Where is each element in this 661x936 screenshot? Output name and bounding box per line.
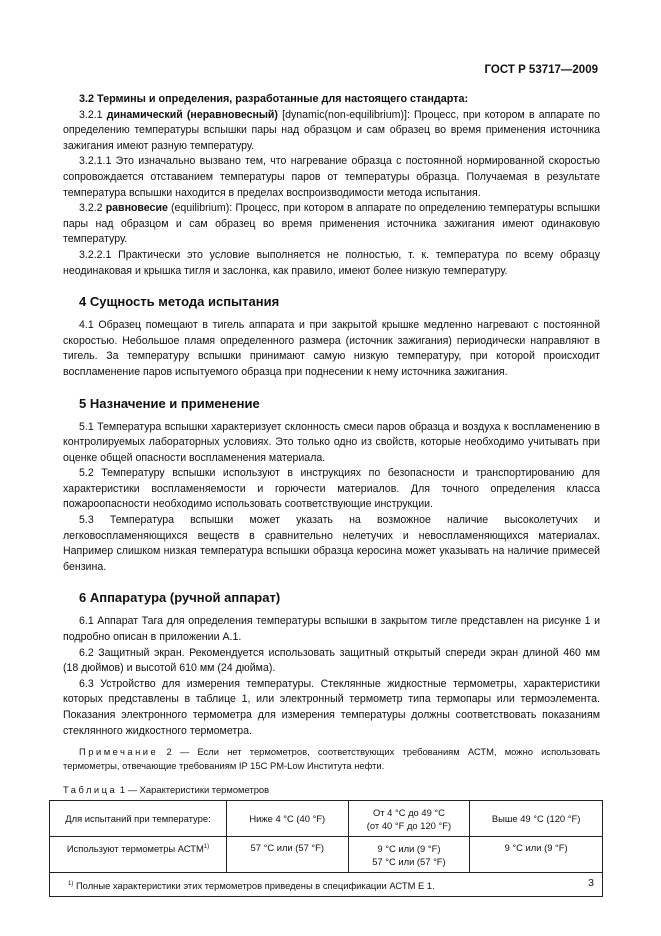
thermometer-table: [49, 800, 603, 897]
table-cell: Ниже 4 °С (40 °F): [226, 801, 348, 837]
paragraph: 6.1 Аппарат Тага для определения температуры вспышки в закрытом тигле представлен на рисунке 1 и подробно описан в приложении А.1.: [63, 615, 600, 644]
section-heading: 4 Сущность метода испытания: [79, 294, 280, 310]
cell-line: (от 40 °F до 120 °F): [366, 819, 452, 831]
term: равновесие: [105, 202, 168, 215]
section-5: [63, 420, 600, 576]
cell-text: Используют термометры АСТМ: [66, 843, 204, 855]
paragraph: 5.2 Температуру вспышки используют в инструкциях по безопасности и транспортированию для характеристики воспламеняемости и горючести материалов. Для точного определения класса пожароопасности необходимо использовать соответствующие инструкции.: [63, 467, 600, 511]
paragraph: 4.1 Образец помещают в тигель аппарата и при закрытой крышке медленно нагревают с постоянной скоростью. Небольшое пламя определенного размера (источник зажигания) периодически направляют в тигель. За температуру вспышки принимают самую низкую температуру, при которой происходит воспламенение паров испытуемого образца при поднесении к нему источника зажигания.: [63, 319, 600, 378]
table-cell: Выше 49 °С (120 °F): [470, 801, 603, 837]
note: [63, 745, 600, 773]
clause-number: 3.2.2: [79, 202, 106, 215]
table-cell: 57 °С или (57 °F): [226, 837, 348, 873]
paragraph: 6.2 Защитный экран. Рекомендуется использовать защитный открытый спереди экран длиной 460 мм (18 дюймов) и высотой 610 мм (24 дюйма).: [63, 646, 600, 675]
table-footnote-row: [50, 873, 603, 897]
section-heading: 3.2 Термины и определения, разработанные для настоящего стандарта:: [79, 93, 469, 105]
paragraph: 5.3 Температура вспышки может указать на возможное наличие высоколетучих и легковоспламеняющихся веществ в сравнительно нелетучих и невоспламеняющихся материалах. Например слишком низкая температура вспышки образца керосина может указывать на наличие примесей бензина.: [63, 514, 600, 573]
paragraph: 3.2.1.1 Это изначально вызвано тем, что нагревание образца с постоянной нормированной скоростью сопровождается отставанием температуры паров от температуры образца. Получаемая в результате температура вспышки находится в пределах воспроизводимости метода испытания.: [63, 155, 600, 199]
caption-label: Таблица: [63, 784, 118, 796]
section-3-2: [63, 92, 600, 279]
footnote-ref: 1): [203, 844, 210, 851]
paragraph: [63, 108, 600, 155]
cell-line: 57 °С или (57 °F): [372, 855, 446, 867]
paragraph: 6.3 Устройство для измерения температуры. Стеклянные жидкостные термометры, характеристики которых представлены в таблице 1, или электронный термометр типа термопары или термоэлемента. Показания электронного термометра для измерения температуры должны соответствовать показаниям стеклянного жидкостного термометра.: [63, 677, 600, 737]
definition: (equilibrium): Процесс, при котором в аппарате по определению температуры вспышки пары над образцом и сам образец во время применения источника зажигания имеют одинаковую температуру.: [63, 202, 600, 246]
document-body: [63, 92, 600, 897]
paragraph: [63, 201, 600, 248]
table-caption: [63, 783, 600, 796]
table-row: [50, 837, 603, 873]
clause-number: 3.2.1: [79, 108, 107, 121]
table-cell: [348, 801, 470, 837]
footnote-text: Полные характеристики этих термометров приведены в спецификации АСТМ Е 1.: [73, 879, 435, 891]
table-cell: [348, 837, 470, 873]
note-label: Примечание: [79, 746, 159, 758]
section-heading: 6 Аппаратура (ручной аппарат): [79, 590, 281, 606]
note-text: 2 — Если нет термометров, соответствующих требованиям АСТМ, можно использовать термометры, отвечающие требованиям IP 15C PM-Low Института нефти.: [63, 746, 600, 772]
paragraph: 3.2.2.1 Практически это условие выполняется не полностью, т. к. температура по всему образцу неодинаковая и крышка тигля и заслонка, как правило, имеют более низкую температуру.: [63, 248, 600, 277]
cell-line: 9 °С или (9 °F): [377, 842, 441, 854]
caption-text: 1 — Характеристики термометров: [117, 784, 270, 796]
section-6: [63, 614, 600, 773]
paragraph: 5.1 Температура вспышки характеризует склонность смеси паров образца и воздуха к воспламенению в контролируемых лабораторных условиях. Это только одно из свойств, которые необходимо учитывать при оценке общей опасности воспламенения материала.: [63, 420, 600, 464]
table-cell: Для испытаний при температуре:: [50, 801, 227, 837]
section-4: [63, 318, 600, 380]
definition: [dynamic(non-equilibrium)]: Процесс, при котором в аппарате по определению температуры вспышки пары над образцом и сам образец во время применения источника зажигания имеют разную температуру.: [63, 108, 600, 152]
term: динамический (неравновесный): [106, 108, 278, 121]
footnote-mark: 1): [68, 880, 74, 887]
cell-line: От 4 °С до 49 °С: [372, 806, 445, 818]
table-cell: 9 °С или (9 °F): [470, 837, 603, 873]
table-cell: [50, 837, 227, 873]
table-footnote: [50, 873, 603, 897]
table-row: [50, 801, 603, 837]
section-heading: 5 Назначение и применение: [79, 395, 260, 411]
page-number: 3: [588, 877, 594, 889]
document-header: ГОСТ Р 53717—2009: [484, 64, 598, 76]
